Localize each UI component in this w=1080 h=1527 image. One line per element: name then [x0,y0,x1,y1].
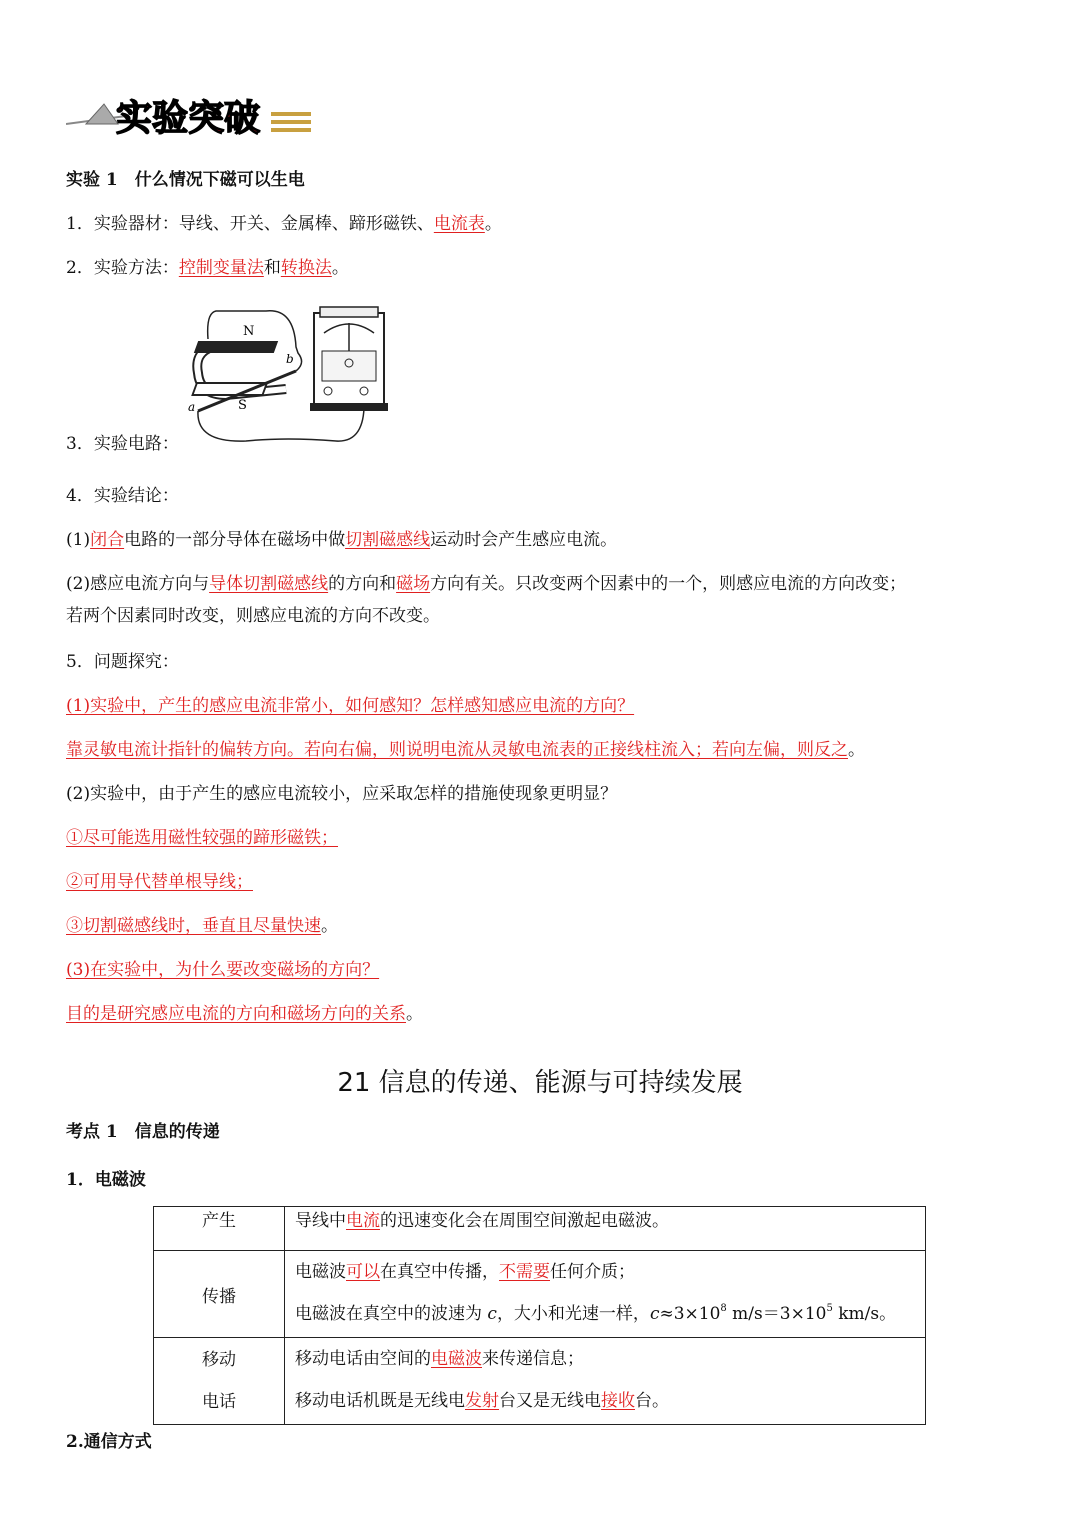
exp1-item5: 5．问题探究： [66,652,179,672]
answer-2-1: ①尽可能选用磁性较强的蹄形磁铁； [66,828,338,848]
answer: 切割磁感线 [345,530,431,550]
answer-2-3: ③切割磁感线时，垂直且尽量快速。 [66,916,338,936]
conclusion-2: (2)感应电流方向与导体切割磁感线的方向和磁场方向有关。只改变两个因素中的一个，则感应电流的方向改变； [66,574,907,594]
fig-label-a: a [188,400,196,414]
em-wave-table [153,1206,926,1425]
table-row [154,1338,926,1425]
table-key: 移动 电话 [154,1338,285,1425]
answer-1: 靠灵敏电流计指针的偏转方向。若向右偏，则说明电流从灵敏电流表的正接线柱流入；若向左偏，则反之。 [66,740,865,760]
answer: 控制变量法 [178,258,264,278]
fig-label-b: b [286,352,294,366]
exp1-item2: 2．实验方法：控制变量法和转换法。 [66,258,349,278]
question-3: (3)在实验中，为什么要改变磁场的方向？ [66,960,380,980]
question-1: (1)实验中，产生的感应电流非常小，如何感知？怎样感知感应电流的方向？ [66,696,635,716]
table-key: 传播 [154,1251,285,1338]
circuit-diagram [186,303,396,453]
conclusion-1: (1)闭合电路的一部分导体在磁场中做切割磁感线运动时会产生感应电流。 [66,530,618,550]
table-value: 电磁波可以在真空中传播，不需要任何介质； 电磁波在真空中的波速为 c，大小和光速一样，$c\approx 3\times 10^8$ $m/s=3\times 10^5$ km/s。 [285,1251,926,1338]
banner-title: 实验突破 [116,98,261,139]
answer-2-2: ②可用导代替单根导线； [66,872,253,892]
exp1-item1: 1．实验器材：导线、开关、金属棒、蹄形磁铁、电流表。 [66,214,502,234]
table-row [154,1207,926,1251]
table-value: 导线中电流的迅速变化会在周围空间激起电磁波。 [285,1207,926,1251]
fig-label-s: S [238,398,247,413]
question-2: (2)实验中，由于产生的感应电流较小，应采取怎样的措施使现象更明显？ [66,784,618,804]
conclusion-2-line2: 若两个因素同时改变，则感应电流的方向不改变。 [66,606,440,626]
answer: 电流表 [433,214,485,234]
table-row [154,1251,926,1338]
answer-3: 目的是研究感应电流的方向和磁场方向的关系。 [66,1004,423,1024]
answer: 导体切割磁感线 [209,574,329,594]
section-banner [66,74,316,149]
answer: 闭合 [90,530,125,550]
answer: 转换法 [280,258,332,278]
exp1-item4: 4．实验结论： [66,486,179,506]
kp1-sub2: 2.通信方式 [66,1432,152,1452]
fig-label-n: N [243,324,255,339]
kp1-sub1: 1．电磁波 [66,1170,146,1190]
table-value: 移动电话由空间的电磁波来传递信息； 移动电话机既是无线电发射台又是无线电接收台。 [285,1338,926,1425]
kp1-heading: 考点 1 信息的传递 [66,1122,220,1142]
exp1-heading: 实验 1 什么情况下磁可以生电 [66,170,305,190]
chapter-title: 21 信息的传递、能源与可持续发展 [337,1068,743,1098]
table-key: 产生 [154,1207,285,1251]
answer: 磁场 [396,574,431,594]
exp1-item3: 3．实验电路： [66,434,179,454]
